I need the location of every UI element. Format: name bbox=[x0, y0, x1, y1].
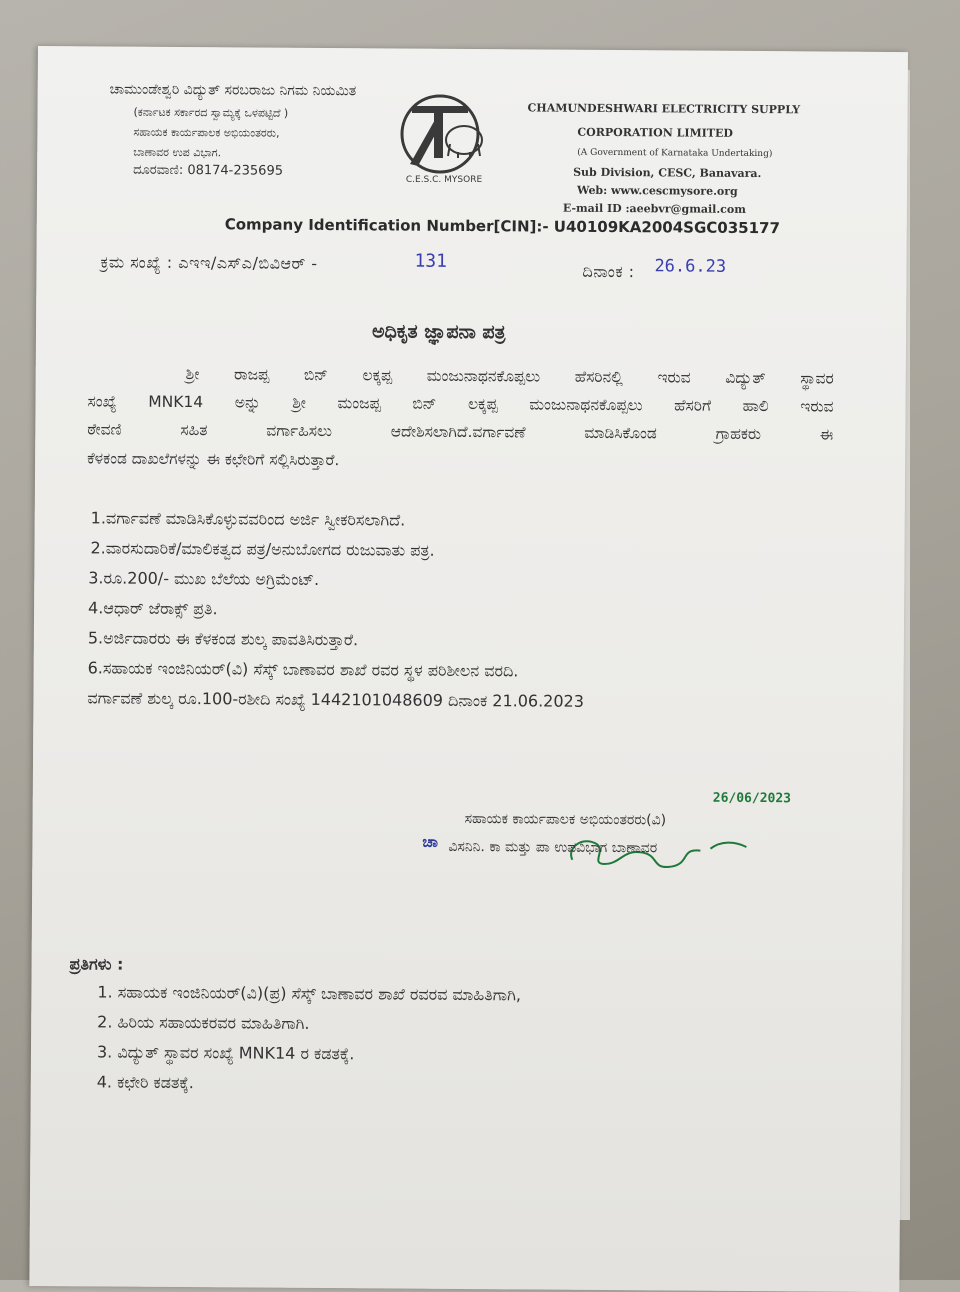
signature-scribble bbox=[560, 830, 840, 892]
header-kannada-line-2: (ಕರ್ನಾಟಕ ಸರ್ಕಾರದ ಸ್ವಾಮ್ಯಕ್ಕೆ ಒಳಪಟ್ಟಿದೆ ) bbox=[133, 105, 289, 120]
document-item-5: 5.ಅರ್ಜಿದಾರರು ಈ ಕೆಳಕಂಡ ಶುಲ್ಕ ಪಾವತಿಸಿರುತ್ತಾರೆ. bbox=[87, 628, 359, 650]
header-english-line-1: CHAMUNDESHWARI ELECTRICITY SUPPLY bbox=[527, 101, 801, 117]
reference-number-handwritten: 131 bbox=[414, 250, 448, 272]
fee-receipt-line: ವರ್ಗಾವಣೆ ಶುಲ್ಕ ರೂ.100-ರಶೀದಿ ಸಂಖ್ಯೆ 1442101048609 ದಿನಾಂಕ 21.06.2023 bbox=[87, 688, 584, 711]
header-english-line-2: CORPORATION LIMITED bbox=[577, 125, 733, 140]
document-item-2: 2.ವಾರಸುದಾರಿಕೆ/ಮಾಲಿಕತ್ವದ ಪತ್ರ/ಅನುಬೋಗದ ರುಜುವಾತು ಪತ್ರ. bbox=[90, 538, 435, 560]
header-email: E-mail ID :aeebvr@gmail.com bbox=[562, 201, 746, 216]
document-item-1: 1.ವರ್ಗಾವಣೆ ಮಾಡಿಸಿಕೊಳ್ಳುವವರಿಂದ ಅರ್ಜಿ ಸ್ವೀಕರಿಸಲಾಗಿದೆ. bbox=[90, 508, 406, 530]
copy-item-2: 2. ಹಿರಿಯ ಸಹಾಯಕರವರ ಮಾಹಿತಿಗಾಗಿ. bbox=[97, 1012, 310, 1033]
document-item-6: 6.ಸಹಾಯಕ ಇಂಜಿನಿಯರ್(ವಿ) ಸೆಸ್ಕ್ ಬಾಣಾವರ ಶಾಖೆ ರವರ ಸ್ಥಳ ಪರಿಶೀಲನ ವರದಿ. bbox=[87, 658, 519, 681]
body-line-3: ಠೇವಣಿ ಸಹಿತ ವರ್ಗಾಹಿಸಲು ಆದೇಶಿಸಲಾಗಿದೆ.ವರ್ಗಾವಣೆ ಮಾಡಿಸಿಕೊಂಡ ಗ್ರಾಹಕರು ಈ bbox=[87, 420, 834, 444]
date-handwritten: 26.6.23 bbox=[654, 256, 727, 277]
body-line-4: ಕೆಳಕಂಡ ದಾಖಲೆಗಳನ್ನು ಈ ಕಛೇರಿಗೆ ಸಲ್ಲಿಸಿರುತ್ತಾರೆ. bbox=[87, 449, 340, 470]
header-website: Web: www.cescmysore.org bbox=[576, 183, 738, 198]
signatory-designation: ಸಹಾಯಕ ಕಾರ್ಯಪಾಲಕ ಅಭಿಯಂತರರು(ವಿ) bbox=[464, 810, 667, 829]
cesc-logo bbox=[388, 86, 510, 186]
copy-item-1: 1. ಸಹಾಯಕ ಇಂಜಿನಿಯರ್(ವಿ)(ಪ್ರ) ಸೆಸ್ಕ್ ಬಾಣಾವರ ಶಾಖೆ ರವರವ ಮಾಹಿತಿಗಾಗಿ, bbox=[97, 982, 522, 1005]
signatory-office: ವಿಸನಿನಿ. ಕಾ ಮತ್ತು ಪಾ ಉಪವಿಭಾಗ ಬಾಣಾವರ bbox=[448, 838, 658, 857]
body-line-1: ಶ್ರೀ ರಾಜಪ್ಪ ಬಿನ್ ಲಕ್ಕಪ್ಪ ಮಂಜುನಾಥನಕೊಪ್ಪಲು ಹೆಸರಿನಲ್ಲಿ ಇರುವ ವಿದ್ಯುತ್ ಸ್ಥಾವರ bbox=[185, 365, 834, 388]
date-label: ದಿನಾಂಕ : bbox=[582, 261, 635, 282]
document-item-4: 4.ಆಧಾರ್ ಜೆರಾಕ್ಸ್ ಪ್ರತಿ. bbox=[88, 598, 218, 619]
document-item-3: 3.ರೂ.200/- ಮುಖ ಬೆಲೆಯ ಅಗ್ರಿಮೆಂಟ್. bbox=[88, 568, 320, 589]
reference-number-label: ಕ್ರಮ ಸಂಖ್ಯೆ : ಎಇಇ/ಎಸ್ಎ/ಬಿವಿಆರ್ - bbox=[100, 252, 318, 273]
copies-label: ಪ್ರತಿಗಳು : bbox=[69, 954, 124, 974]
logo-caption: C.E.S.C. MYSORE bbox=[405, 175, 483, 185]
body-line-2: ಸಂಖ್ಯೆ MNK14 ಅನ್ನು ಶ್ರೀ ಮಂಜಪ್ಪ ಬಿನ್ ಲಕ್ಕಪ್ಪ ಮಂಜುನಾಥನಕೊಪ್ಪಲು ಹೆಸರಿಗೆ ಹಾಲಿ ಇರುವ bbox=[87, 392, 834, 416]
document-title: ಅಧಿಕೃತ ಜ್ಞಾಪನಾ ಪತ್ರ bbox=[371, 320, 506, 344]
header-kannada-line-1: ಚಾಮುಂಡೇಶ್ವರಿ ವಿದ್ಯುತ್ ಸರಬರಾಜು ನಿಗಮ ನಿಯಮಿತ bbox=[109, 81, 357, 100]
copy-item-3: 3. ವಿದ್ಯುತ್ ಸ್ಥಾವರ ಸಂಖ್ಯೆ MNK14 ರ ಕಡತಕ್ಕೆ. bbox=[96, 1042, 355, 1064]
signature-handwritten-date: 26/06/2023 bbox=[712, 790, 792, 807]
header-phone: ದೂರವಾಣಿ: 08174-235695 bbox=[133, 162, 284, 179]
header-kannada-line-3: ಸಹಾಯಕ ಕಾರ್ಯಪಾಲಕ ಅಭಿಯಂತರರು, bbox=[133, 125, 280, 140]
company-cin: Company Identification Number[CIN]:- U40109KA2004SGC035177 bbox=[224, 215, 780, 238]
letter-page bbox=[29, 46, 908, 1292]
office-prefix-handwritten: ಚಾ bbox=[422, 832, 439, 851]
copy-item-4: 4. ಕಛೇರಿ ಕಡತಕ್ಕೆ. bbox=[96, 1072, 194, 1093]
header-kannada-line-4: ಬಾಣಾವರ ಉಪ ವಿಭಾಗ. bbox=[133, 145, 222, 160]
header-english-line-3: (A Government of Karnataka Undertaking) bbox=[577, 147, 773, 160]
header-english-line-4: Sub Division, CESC, Banavara. bbox=[573, 165, 762, 181]
